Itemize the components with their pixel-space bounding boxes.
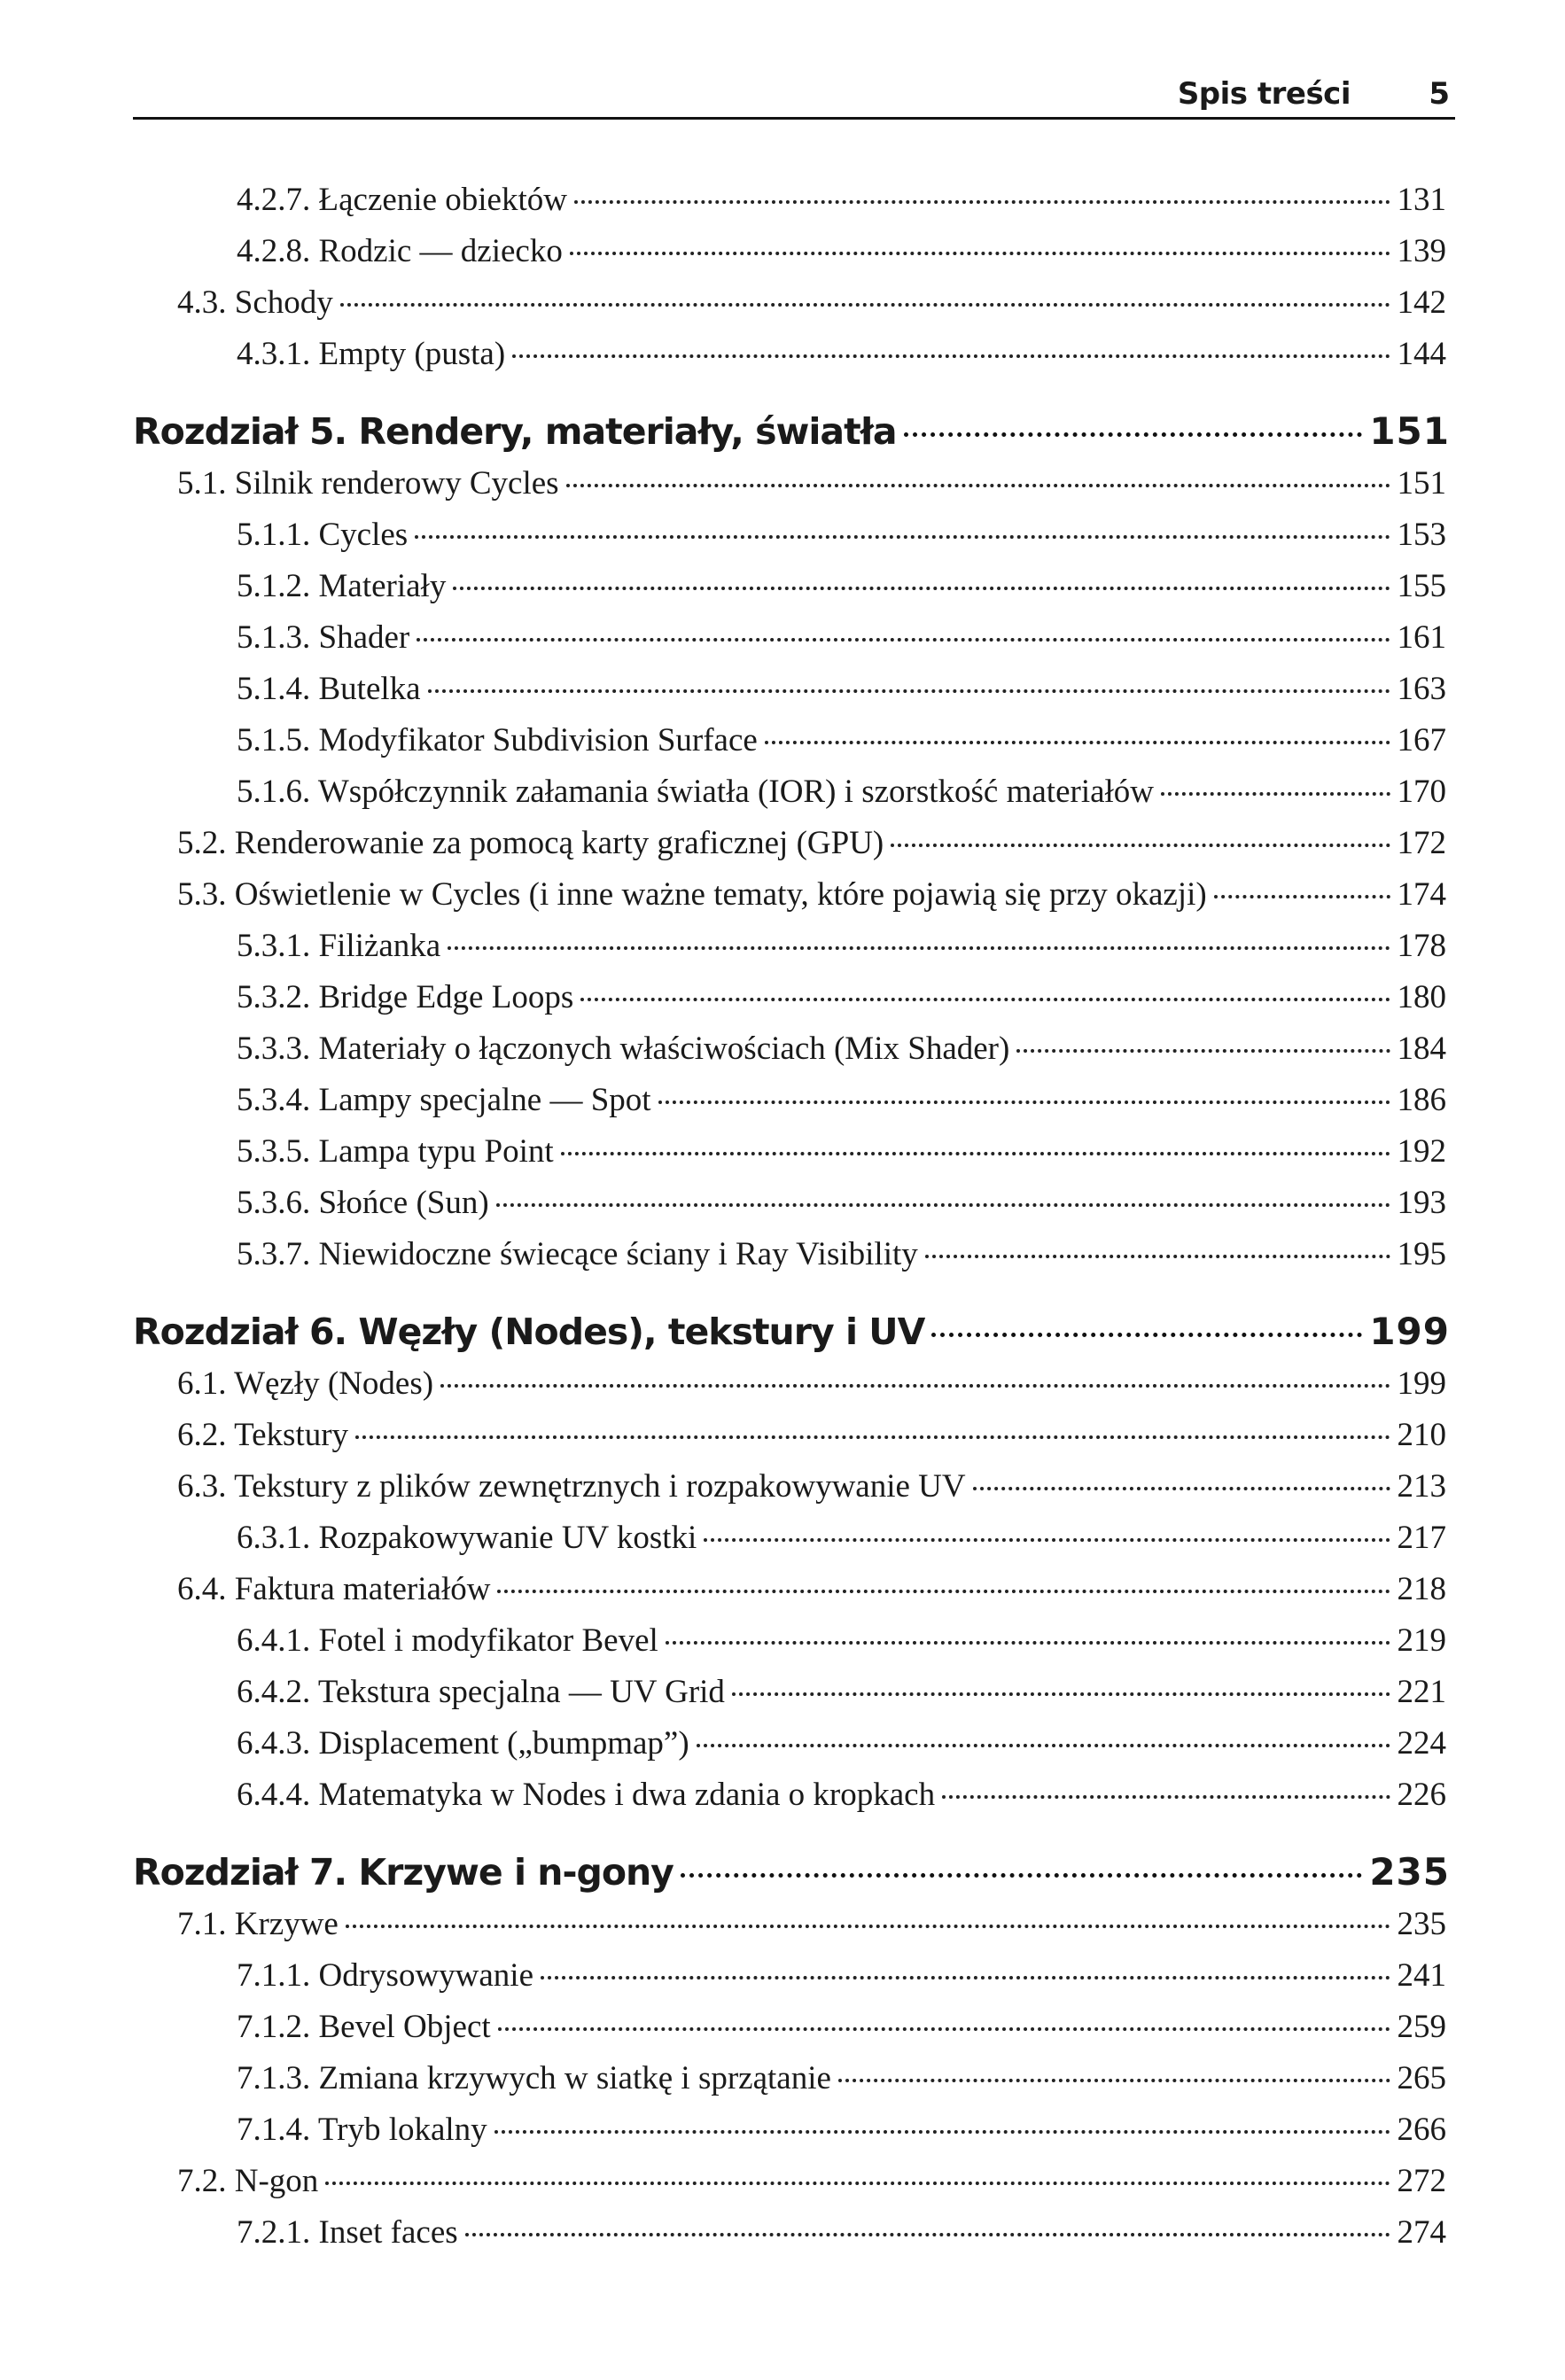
toc-entry-page: 266 bbox=[1397, 2112, 1446, 2148]
toc-entry bbox=[177, 875, 1446, 925]
toc-entry bbox=[237, 2111, 1446, 2160]
toc-entry-page: 153 bbox=[1397, 517, 1446, 553]
toc-entry-title: 5.1. Silnik renderowy Cycles bbox=[177, 465, 559, 502]
toc-entry-title: 7.1.3. Zmiana krzywych w siatkę i sprzątanie bbox=[237, 2060, 831, 2096]
dot-leader bbox=[440, 1384, 1390, 1388]
toc-entry-title: 5.3.7. Niewidoczne świecące ściany i Ray Visibility bbox=[237, 1236, 918, 1272]
toc-entry bbox=[237, 1724, 1446, 1774]
toc-entry-page: 265 bbox=[1397, 2060, 1446, 2096]
toc-entry-title: 6.4. Faktura materiałów bbox=[177, 1571, 491, 1607]
toc-entry-title: 6.4.4. Matematyka w Nodes i dwa zdania o kropkach bbox=[237, 1777, 936, 1813]
toc-entry bbox=[177, 1467, 1446, 1517]
toc-entry bbox=[237, 1081, 1446, 1131]
toc-chapter-entry bbox=[133, 409, 1450, 468]
toc-entry bbox=[237, 670, 1446, 719]
toc-entry-page: 151 bbox=[1369, 409, 1450, 453]
dot-leader bbox=[1214, 895, 1390, 898]
toc-entry-title: 6.1. Węzły (Nodes) bbox=[177, 1365, 434, 1402]
toc-entry-page: 193 bbox=[1397, 1185, 1446, 1221]
toc-entry-page: 272 bbox=[1397, 2163, 1446, 2199]
dot-leader bbox=[346, 1925, 1390, 1928]
toc-entry bbox=[237, 1956, 1446, 2006]
toc-entry-page: 142 bbox=[1397, 284, 1446, 321]
dot-leader bbox=[891, 844, 1390, 847]
toc-entry bbox=[177, 824, 1446, 874]
toc-entry bbox=[177, 284, 1446, 333]
toc-entry bbox=[237, 2059, 1446, 2109]
toc-entry-title: 7.1.4. Tryb lokalny bbox=[237, 2112, 487, 2148]
dot-leader bbox=[1016, 1049, 1390, 1053]
toc-entry-page: 167 bbox=[1397, 722, 1446, 758]
dot-leader bbox=[904, 432, 1363, 437]
toc-entry-title: 5.3.4. Lampy specjalne — Spot bbox=[237, 1082, 651, 1118]
toc-entry-title: 5.1.6. Współczynnik załamania światła (IOR) i szorstkość materiałów bbox=[237, 774, 1155, 810]
dot-leader bbox=[325, 2182, 1390, 2185]
toc-entry bbox=[237, 978, 1446, 1028]
dot-leader bbox=[496, 1203, 1390, 1207]
toc-entry-page: 221 bbox=[1397, 1674, 1446, 1710]
dot-leader bbox=[732, 1692, 1390, 1696]
toc-entry-page: 180 bbox=[1397, 979, 1446, 1015]
dot-leader bbox=[498, 2027, 1390, 2031]
toc-entry-title: 7.1.1. Odrysowywanie bbox=[237, 1957, 534, 1994]
toc-entry-title: 6.4.3. Displacement („bumpmap”) bbox=[237, 1725, 689, 1762]
toc-entry-title: 5.3. Oświetlenie w Cycles (i inne ważne tematy, które pojawią się przy okazji) bbox=[177, 876, 1207, 913]
dot-leader bbox=[580, 998, 1390, 1001]
toc-entry-title: 5.3.3. Materiały o łączonych właściwościach (Mix Shader) bbox=[237, 1031, 1010, 1067]
toc-entry-page: 213 bbox=[1397, 1468, 1446, 1505]
dot-leader bbox=[925, 1255, 1390, 1258]
toc-entry bbox=[177, 464, 1446, 514]
toc-entry bbox=[237, 1673, 1446, 1723]
toc-entry-title: Rozdział 5. Rendery, materiały, światła bbox=[133, 410, 897, 453]
toc-entry-title: 7.2. N-gon bbox=[177, 2163, 319, 2199]
toc-entry bbox=[237, 927, 1446, 976]
toc-entry-page: 199 bbox=[1397, 1365, 1446, 1402]
dot-leader bbox=[765, 741, 1390, 744]
toc-entry-page: 274 bbox=[1397, 2214, 1446, 2251]
toc-entry-page: 139 bbox=[1397, 233, 1446, 269]
dot-leader bbox=[697, 1744, 1390, 1747]
toc-chapter-entry bbox=[133, 1310, 1450, 1368]
dot-leader bbox=[340, 303, 1390, 307]
toc-entry bbox=[237, 1519, 1446, 1568]
toc-entry bbox=[237, 1776, 1446, 1825]
page-number: 5 bbox=[1429, 76, 1450, 112]
toc-entry bbox=[237, 721, 1446, 771]
dot-leader bbox=[658, 1101, 1390, 1104]
running-header-title: Spis treści bbox=[1177, 76, 1351, 112]
toc-entry bbox=[237, 232, 1446, 282]
toc-entry-title: 5.3.1. Filiżanka bbox=[237, 928, 441, 964]
dot-leader bbox=[465, 2233, 1390, 2236]
toc-entry-title: 5.2. Renderowanie za pomocą karty graficznej (GPU) bbox=[177, 825, 884, 861]
toc-entry-title: Rozdział 7. Krzywe i n-gony bbox=[133, 1851, 673, 1894]
toc-entry-title: 5.1.4. Butelka bbox=[237, 671, 421, 707]
toc-entry-page: 174 bbox=[1397, 876, 1446, 913]
toc-entry-title: 7.2.1. Inset faces bbox=[237, 2214, 458, 2251]
dot-leader bbox=[415, 535, 1390, 539]
toc-entry bbox=[237, 181, 1446, 230]
dot-leader bbox=[541, 1976, 1390, 1979]
toc-entry-title: 6.2. Tekstury bbox=[177, 1417, 349, 1453]
dot-leader bbox=[666, 1641, 1390, 1645]
dot-leader bbox=[973, 1487, 1390, 1490]
toc-entry-page: 151 bbox=[1397, 465, 1446, 502]
toc-entry-page: 163 bbox=[1397, 671, 1446, 707]
toc-entry bbox=[177, 2162, 1446, 2212]
toc-entry bbox=[237, 2008, 1446, 2057]
toc-entry-page: 161 bbox=[1397, 619, 1446, 656]
toc-entry bbox=[177, 1905, 1446, 1955]
toc-entry-page: 172 bbox=[1397, 825, 1446, 861]
toc-entry bbox=[177, 1416, 1446, 1466]
dot-leader bbox=[574, 200, 1390, 204]
dot-leader bbox=[931, 1333, 1362, 1337]
toc-entry bbox=[237, 567, 1446, 617]
dot-leader bbox=[566, 484, 1390, 487]
toc-entry bbox=[237, 618, 1446, 668]
toc-entry bbox=[237, 1030, 1446, 1079]
toc-entry bbox=[237, 2213, 1446, 2263]
dot-leader bbox=[838, 2079, 1390, 2082]
toc-entry-title: 6.4.1. Fotel i modyfikator Bevel bbox=[237, 1622, 658, 1659]
toc-entry bbox=[237, 773, 1446, 822]
toc-entry-title: 5.1.5. Modyfikator Subdivision Surface bbox=[237, 722, 758, 758]
toc-entry-page: 184 bbox=[1397, 1031, 1446, 1067]
toc-entry-title: 5.3.2. Bridge Edge Loops bbox=[237, 979, 574, 1015]
dot-leader bbox=[512, 354, 1390, 358]
toc-entry-page: 192 bbox=[1397, 1133, 1446, 1170]
toc-entry-title: 6.3.1. Rozpakowywanie UV kostki bbox=[237, 1520, 697, 1556]
toc-entry-page: 155 bbox=[1397, 568, 1446, 604]
toc-entry bbox=[177, 1570, 1446, 1620]
toc-entry bbox=[237, 335, 1446, 385]
dot-leader bbox=[448, 946, 1390, 950]
toc-entry-title: 4.3.1. Empty (pusta) bbox=[237, 336, 506, 372]
toc-entry-title: 5.1.3. Shader bbox=[237, 619, 410, 656]
toc-entry-page: 217 bbox=[1397, 1520, 1446, 1556]
dot-leader bbox=[494, 2130, 1390, 2134]
toc-entry-page: 170 bbox=[1397, 774, 1446, 810]
toc-entry bbox=[237, 1235, 1446, 1285]
toc-entry-page: 235 bbox=[1369, 1850, 1450, 1894]
toc-entry-page: 178 bbox=[1397, 928, 1446, 964]
dot-leader bbox=[570, 252, 1390, 255]
toc-entry-page: 131 bbox=[1397, 182, 1446, 218]
toc-entry-page: 195 bbox=[1397, 1236, 1446, 1272]
toc-entry-page: 210 bbox=[1397, 1417, 1446, 1453]
toc-entry-title: 5.3.5. Lampa typu Point bbox=[237, 1133, 554, 1170]
toc-entry-page: 186 bbox=[1397, 1082, 1446, 1118]
toc-entry-title: 6.4.2. Tekstura specjalna — UV Grid bbox=[237, 1674, 725, 1710]
toc-entry bbox=[237, 1132, 1446, 1182]
toc-entry-page: 218 bbox=[1397, 1571, 1446, 1607]
toc-entry-page: 144 bbox=[1397, 336, 1446, 372]
toc-entry-page: 241 bbox=[1397, 1957, 1446, 1994]
toc-chapter-entry bbox=[133, 1850, 1450, 1909]
toc-entry bbox=[177, 1365, 1446, 1414]
dot-leader bbox=[453, 587, 1390, 590]
dot-leader bbox=[497, 1590, 1390, 1593]
toc-entry-title: 5.1.1. Cycles bbox=[237, 517, 409, 553]
toc-entry-page: 224 bbox=[1397, 1725, 1446, 1762]
toc-entry-title: 5.3.6. Słońce (Sun) bbox=[237, 1185, 489, 1221]
dot-leader bbox=[1161, 792, 1390, 796]
dot-leader bbox=[704, 1538, 1390, 1542]
toc-entry bbox=[237, 1184, 1446, 1233]
toc-entry-title: 6.3. Tekstury z plików zewnętrznych i rozpakowywanie UV bbox=[177, 1468, 966, 1505]
dot-leader bbox=[561, 1152, 1390, 1155]
toc-entry-title: 4.2.7. Łączenie obiektów bbox=[237, 182, 567, 218]
dot-leader bbox=[355, 1435, 1390, 1439]
toc-entry-title: Rozdział 6. Węzły (Nodes), tekstury i UV bbox=[133, 1311, 925, 1353]
toc-entry-page: 226 bbox=[1397, 1777, 1446, 1813]
toc-entry-page: 259 bbox=[1397, 2009, 1446, 2045]
toc-entry-page: 235 bbox=[1397, 1906, 1446, 1942]
toc-entry-title: 4.3. Schody bbox=[177, 284, 333, 321]
toc-entry-page: 199 bbox=[1369, 1310, 1450, 1353]
toc-entry-title: 4.2.8. Rodzic — dziecko bbox=[237, 233, 563, 269]
dot-leader bbox=[417, 638, 1390, 642]
toc-entry bbox=[237, 1622, 1446, 1671]
dot-leader bbox=[942, 1795, 1390, 1799]
dot-leader bbox=[681, 1873, 1362, 1878]
toc-entry-title: 7.1.2. Bevel Object bbox=[237, 2009, 491, 2045]
dot-leader bbox=[428, 689, 1390, 693]
toc-entry-page: 219 bbox=[1397, 1622, 1446, 1659]
toc-entry bbox=[237, 516, 1446, 565]
toc-entry-title: 5.1.2. Materiały bbox=[237, 568, 447, 604]
toc-entry-title: 7.1. Krzywe bbox=[177, 1906, 339, 1942]
